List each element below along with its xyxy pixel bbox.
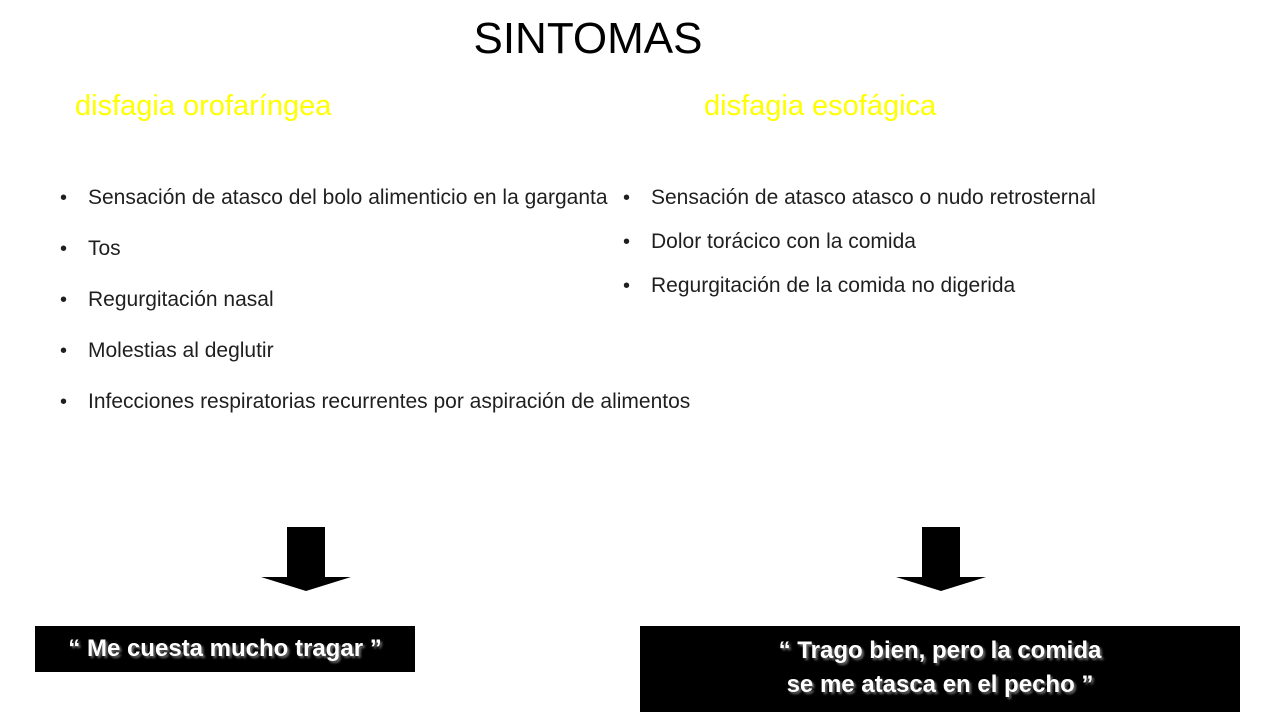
quote-line-2: se me atasca en el pecho ”: [786, 671, 1094, 698]
list-item-text: Sensación de atasco atasco o nudo retrosternal: [651, 186, 1096, 209]
bullet-glyph: •: [60, 391, 68, 413]
bullet-glyph: •: [60, 340, 68, 362]
list-item: [60, 334, 700, 368]
oropharyngeal-quote: “ Me cuesta mucho tragar ”: [35, 626, 415, 672]
bullet-glyph: •: [60, 187, 68, 209]
list-item-text: Infecciones respiratorias recurrentes por aspiración de alimentos: [88, 390, 691, 413]
list-item: [60, 283, 700, 317]
bullet-glyph: •: [623, 231, 631, 253]
bullet-glyph: •: [623, 187, 631, 209]
esophageal-quote: [640, 626, 1240, 712]
bullet-glyph: •: [60, 238, 68, 260]
list-item: [60, 385, 698, 419]
heading-esophageal: disfagia esofágica: [704, 90, 937, 122]
list-item: [623, 225, 1243, 259]
oropharyngeal-symptom-list: [60, 181, 700, 436]
esophageal-symptom-list: [623, 181, 1243, 313]
bullet-glyph: •: [623, 275, 631, 297]
heading-oropharyngeal: disfagia orofaríngea: [75, 90, 332, 122]
list-item-text: Molestias al deglutir: [88, 339, 274, 362]
down-arrow-icon: [261, 527, 351, 591]
list-item: [623, 181, 1243, 215]
bullet-glyph: •: [60, 289, 68, 311]
list-item-text: Tos: [88, 237, 121, 260]
list-item: [60, 181, 700, 215]
list-item-text: Dolor torácico con la comida: [651, 230, 916, 253]
list-item-text: Sensación de atasco del bolo alimenticio en la garganta: [88, 186, 608, 209]
slide-title: SINTOMAS: [473, 14, 703, 63]
list-item-text: Regurgitación de la comida no digerida: [651, 274, 1016, 297]
list-item: [623, 269, 1243, 303]
down-arrow-icon: [896, 527, 986, 591]
list-item: [60, 232, 700, 266]
list-item-text: Regurgitación nasal: [88, 288, 274, 311]
quote-line-1: “ Trago bien, pero la comida: [778, 637, 1102, 664]
